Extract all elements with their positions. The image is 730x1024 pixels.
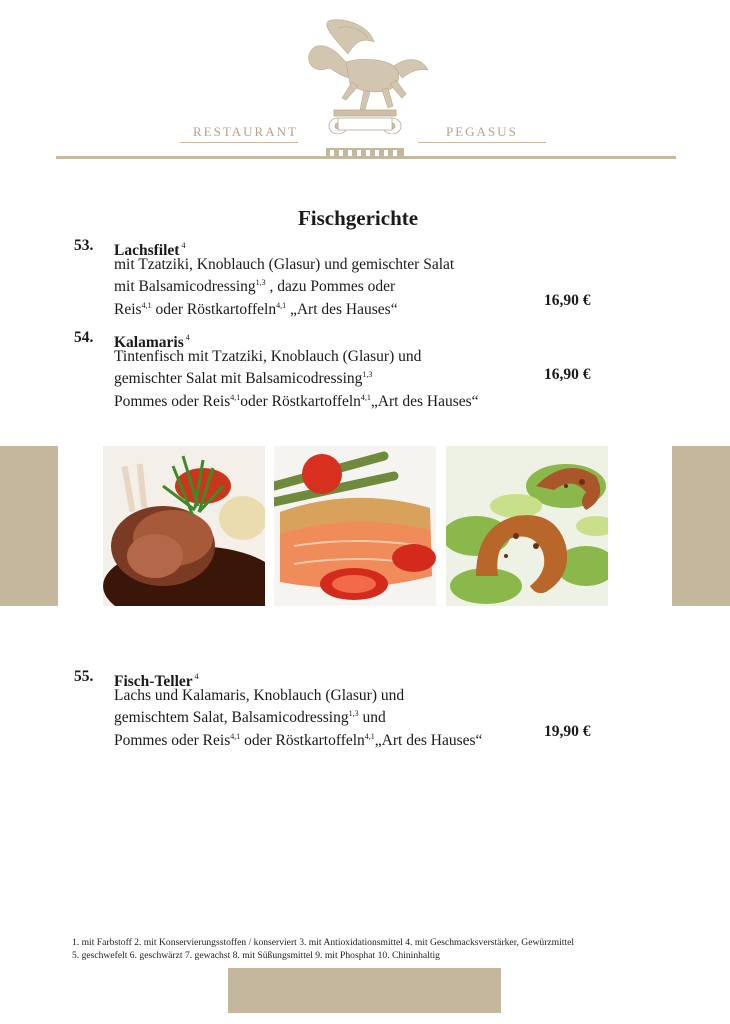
brand-restaurant-text: RESTAURANT — [193, 124, 298, 139]
menu-item-55 — [74, 668, 614, 748]
description-line: Pommes oder Reis$^{4,1}$oder Röstkartoffeln$^{4,1}$„Art des Hauses“ — [114, 392, 479, 410]
header-rule-left — [180, 142, 298, 143]
description-line: Pommes oder Reis$^{4,1}$ oder Röstkartoffeln$^{4,1}$„Art des Hauses“ — [114, 731, 483, 749]
column-fluting — [330, 150, 400, 156]
item-name: Kalamaris $^4$ — [114, 333, 190, 351]
footnote-line: 1. mit Farbstoff 2. mit Konservierungsstoffen / konserviert 3. mit Antioxidationsmittel 4. mit Geschmacksverstärker, Gewürzmittel — [72, 937, 575, 948]
item-number: 54. — [74, 329, 94, 346]
allergen-footnotes — [72, 936, 574, 962]
item-name: Lachsfilet $^4$ — [114, 241, 186, 259]
item-price: 16,90 € — [544, 292, 591, 309]
pegasus-logo-icon — [290, 14, 440, 134]
item-price: 19,90 € — [544, 723, 591, 740]
description-line: mit Tzatziki, Knoblauch (Glasur) und gemischter Salat — [114, 255, 455, 273]
item-number: 55. — [74, 668, 94, 685]
left-accent-block — [0, 446, 58, 606]
footnote-line: 5. geschwefelt 6. geschwärzt 7. gewachst 8. mit Süßungsmittel 9. mit Phosphat 10. Chininhaltig — [72, 950, 440, 961]
description-line: gemischtem Salat, Balsamicodressing$^{1,3}$ und — [114, 709, 386, 726]
grilled-shrimp-salad-photo — [446, 446, 608, 606]
right-accent-block — [672, 446, 730, 606]
section-title: Fischgerichte — [297, 206, 419, 230]
footer-accent-bar — [228, 968, 501, 1013]
description-line: gemischter Salat mit Balsamicodressing$^{1,3}$ — [114, 370, 373, 387]
header-rule-right — [418, 142, 546, 143]
brand-pegasus-text: PEGASUS — [446, 124, 518, 139]
menu-item-54 — [74, 329, 614, 409]
description-line: Reis$^{4,1}$ oder Röstkartoffeln$^{4,1}$ „Art des Hauses“ — [114, 300, 398, 318]
item-price: 16,90 € — [544, 366, 591, 383]
description-line: Tintenfisch mit Tzatziki, Knoblauch (Glasur) und — [114, 347, 422, 365]
item-description — [114, 256, 544, 320]
description-line: Lachs und Kalamaris, Knoblauch (Glasur) und — [114, 686, 405, 704]
menu-item-53 — [74, 237, 614, 317]
item-name: Fisch-Teller $^4$ — [114, 672, 199, 690]
item-description — [114, 348, 544, 412]
item-number: 53. — [74, 237, 94, 254]
description-line: mit Balsamicodressing$^{1,3}$ , dazu Pommes oder — [114, 278, 396, 295]
lamb-dish-photo — [103, 446, 265, 606]
item-description — [114, 687, 544, 751]
salmon-fillet-photo — [274, 446, 436, 606]
